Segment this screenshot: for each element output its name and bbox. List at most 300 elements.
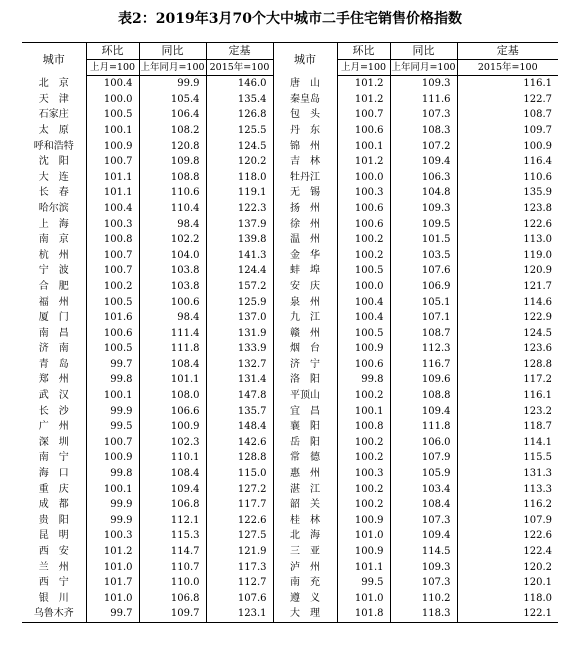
city-name: 扬 州 [273, 201, 337, 217]
price-index-table [22, 42, 558, 623]
fixed-base-value: 124.4 [206, 263, 273, 279]
mom-value: 99.9 [86, 404, 139, 420]
fixed-base-value: 146.0 [206, 76, 273, 92]
table-row [22, 170, 558, 186]
mom-value: 101.2 [337, 154, 390, 170]
table-row [22, 248, 558, 264]
mom-value: 100.2 [337, 450, 390, 466]
city-name: 武 汉 [38, 390, 69, 402]
mom-value: 100.2 [337, 248, 390, 264]
city-name: 银 川 [38, 592, 69, 604]
yoy-value: 108.2 [139, 123, 206, 139]
fixed-base-value: 125.5 [206, 123, 273, 139]
fixed-base-header: 定基 [206, 43, 273, 60]
table-row [22, 107, 558, 123]
city-name: 常 德 [273, 450, 337, 466]
fixed-base-value: 120.1 [457, 575, 558, 591]
yoy-value: 109.4 [390, 528, 457, 544]
fixed-base-value: 107.6 [206, 591, 273, 607]
mom-value: 99.7 [86, 357, 139, 373]
yoy-value: 106.3 [390, 170, 457, 186]
city-name: 无 锡 [273, 185, 337, 201]
mom-base-label: 上月=100 [86, 59, 139, 76]
yoy-value: 106.8 [139, 497, 206, 513]
fixed-base-value: 127.5 [206, 528, 273, 544]
mom-value: 100.7 [86, 435, 139, 451]
mom-value: 99.8 [86, 372, 139, 388]
fixed-base-label: 2015年=100 [206, 59, 273, 76]
table-row [22, 372, 558, 388]
yoy-value: 110.7 [139, 560, 206, 576]
yoy-value: 107.3 [390, 575, 457, 591]
city-name: 桂 林 [273, 513, 337, 529]
fixed-base-value: 135.9 [457, 185, 558, 201]
city-name: 哈尔滨 [38, 202, 69, 214]
fixed-base-value: 157.2 [206, 279, 273, 295]
city-name: 洛 阳 [273, 372, 337, 388]
yoy-value: 109.4 [390, 154, 457, 170]
city-name: 岳 阳 [273, 435, 337, 451]
yoy-value: 103.8 [139, 279, 206, 295]
table-row [22, 76, 558, 92]
fixed-base-value: 124.5 [457, 326, 558, 342]
yoy-value: 100.6 [139, 295, 206, 311]
fixed-base-value: 128.8 [457, 357, 558, 373]
city-name: 昆 明 [38, 530, 69, 542]
city-name: 韶 关 [273, 497, 337, 513]
fixed-base-value: 114.6 [457, 295, 558, 311]
fixed-base-value: 125.9 [206, 295, 273, 311]
mom-header: 环比 [86, 43, 139, 60]
fixed-base-value: 110.6 [457, 170, 558, 186]
city-name: 徐 州 [273, 217, 337, 233]
fixed-base-value: 113.0 [457, 232, 558, 248]
yoy-value: 101.5 [390, 232, 457, 248]
city-name: 广 州 [38, 421, 69, 433]
table-row [22, 404, 558, 420]
table-row [22, 497, 558, 513]
yoy-value: 110.0 [139, 575, 206, 591]
fixed-base-value: 122.4 [457, 544, 558, 560]
city-name: 温 州 [273, 232, 337, 248]
yoy-value: 108.0 [139, 388, 206, 404]
city-name: 北 海 [273, 528, 337, 544]
yoy-value: 114.5 [390, 544, 457, 560]
fixed-base-value: 120.9 [457, 263, 558, 279]
yoy-base-label: 上年同月=100 [139, 59, 206, 76]
fixed-base-value: 118.0 [457, 591, 558, 607]
city-name: 长 沙 [38, 405, 69, 417]
yoy-value: 118.3 [390, 606, 457, 622]
mom-value: 101.7 [86, 575, 139, 591]
yoy-value: 103.4 [390, 482, 457, 498]
fixed-base-value: 131.9 [206, 326, 273, 342]
yoy-value: 109.4 [139, 482, 206, 498]
yoy-value: 108.4 [139, 466, 206, 482]
mom-value: 100.5 [86, 107, 139, 123]
yoy-value: 109.8 [139, 154, 206, 170]
table-row [22, 591, 558, 607]
yoy-value: 107.6 [390, 263, 457, 279]
yoy-value: 105.4 [139, 92, 206, 108]
city-name: 青 岛 [38, 358, 69, 370]
city-name: 丹 东 [273, 123, 337, 139]
city-name: 南 宁 [38, 452, 69, 464]
fixed-base-value: 118.0 [206, 170, 273, 186]
fixed-base-value: 122.9 [457, 310, 558, 326]
mom-value: 100.6 [86, 326, 139, 342]
yoy-value: 109.3 [390, 201, 457, 217]
yoy-base-label: 上年同月=100 [390, 59, 457, 76]
mom-value: 100.4 [86, 76, 139, 92]
city-name: 赣 州 [273, 326, 337, 342]
mom-value: 100.6 [337, 357, 390, 373]
yoy-value: 108.3 [390, 123, 457, 139]
mom-value: 100.4 [86, 201, 139, 217]
city-name: 牡丹江 [273, 170, 337, 186]
city-name: 杭 州 [38, 249, 69, 261]
city-name: 长 春 [38, 187, 69, 199]
yoy-header: 同比 [139, 43, 206, 60]
city-name: 郑 州 [38, 374, 69, 386]
city-name: 海 口 [38, 468, 69, 480]
mom-value: 100.5 [86, 341, 139, 357]
fixed-base-value: 135.4 [206, 92, 273, 108]
city-name: 湛 江 [273, 482, 337, 498]
fixed-base-value: 119.1 [206, 185, 273, 201]
mom-value: 99.9 [86, 497, 139, 513]
fixed-base-value: 148.4 [206, 419, 273, 435]
fixed-base-value: 137.0 [206, 310, 273, 326]
city-name: 泸 州 [273, 560, 337, 576]
yoy-value: 107.1 [390, 310, 457, 326]
fixed-base-value: 120.2 [206, 154, 273, 170]
fixed-base-value: 123.2 [457, 404, 558, 420]
table-row [22, 466, 558, 482]
city-name: 蚌 埠 [273, 263, 337, 279]
yoy-value: 100.9 [139, 419, 206, 435]
fixed-base-value: 122.6 [457, 217, 558, 233]
table-row [22, 123, 558, 139]
mom-value: 101.0 [86, 560, 139, 576]
table-row [22, 326, 558, 342]
fixed-base-value: 123.8 [457, 201, 558, 217]
mom-value: 100.1 [86, 482, 139, 498]
yoy-value: 109.6 [390, 372, 457, 388]
fixed-base-value: 142.6 [206, 435, 273, 451]
fixed-base-value: 107.9 [457, 513, 558, 529]
yoy-value: 111.8 [390, 419, 457, 435]
city-name: 济 南 [38, 343, 69, 355]
mom-value: 100.9 [337, 513, 390, 529]
city-name: 厦 门 [38, 312, 69, 324]
city-name: 宁 波 [38, 265, 69, 277]
fixed-base-value: 113.3 [457, 482, 558, 498]
mom-value: 101.1 [86, 170, 139, 186]
fixed-base-value: 115.5 [457, 450, 558, 466]
mom-value: 100.4 [337, 310, 390, 326]
mom-value: 100.1 [337, 139, 390, 155]
yoy-header: 同比 [390, 43, 457, 60]
yoy-value: 120.8 [139, 139, 206, 155]
yoy-value: 107.3 [390, 513, 457, 529]
table-row [22, 185, 558, 201]
city-name: 西 安 [38, 546, 69, 557]
table-row [22, 217, 558, 233]
city-name: 南 昌 [38, 327, 69, 339]
table-row [22, 92, 558, 108]
city-name: 宜 昌 [273, 404, 337, 420]
city-name: 合 肥 [38, 280, 69, 292]
yoy-value: 108.4 [390, 497, 457, 513]
city-name: 吉 林 [273, 154, 337, 170]
fixed-base-value: 122.3 [206, 201, 273, 217]
fixed-base-value: 128.8 [206, 450, 273, 466]
fixed-base-value: 116.2 [457, 497, 558, 513]
yoy-value: 109.3 [390, 76, 457, 92]
city-name: 太 原 [38, 124, 69, 136]
table-row [22, 544, 558, 560]
yoy-value: 107.2 [390, 139, 457, 155]
city-name: 襄 阳 [273, 419, 337, 435]
fixed-base-value: 117.2 [457, 372, 558, 388]
yoy-value: 112.1 [139, 513, 206, 529]
fixed-base-value: 127.2 [206, 482, 273, 498]
mom-value: 100.2 [337, 497, 390, 513]
fixed-base-value: 121.7 [457, 279, 558, 295]
mom-value: 101.8 [337, 606, 390, 622]
city-name: 兰 州 [38, 561, 69, 573]
table-row [22, 357, 558, 373]
mom-value: 100.9 [337, 341, 390, 357]
mom-value: 101.6 [86, 310, 139, 326]
table-row [22, 201, 558, 217]
mom-value: 101.0 [86, 591, 139, 607]
mom-value: 101.2 [337, 76, 390, 92]
fixed-base-value: 123.6 [457, 341, 558, 357]
table-row [22, 232, 558, 248]
mom-value: 100.3 [86, 217, 139, 233]
city-name: 成 都 [38, 499, 69, 511]
mom-value: 100.5 [337, 326, 390, 342]
fixed-base-value: 114.1 [457, 435, 558, 451]
city-name: 上 海 [38, 218, 69, 230]
table-body [22, 76, 558, 623]
yoy-value: 109.7 [139, 606, 206, 622]
fixed-base-value: 124.5 [206, 139, 273, 155]
fixed-base-value: 139.8 [206, 232, 273, 248]
mom-value: 100.4 [337, 295, 390, 311]
table-row [22, 606, 558, 622]
yoy-value: 102.2 [139, 232, 206, 248]
yoy-value: 115.3 [139, 528, 206, 544]
city-name: 深 圳 [38, 436, 69, 448]
fixed-base-value: 137.9 [206, 217, 273, 233]
mom-value: 100.6 [337, 123, 390, 139]
fixed-base-value: 112.7 [206, 575, 273, 591]
yoy-value: 101.1 [139, 372, 206, 388]
mom-value: 100.5 [86, 295, 139, 311]
city-name: 贵 阳 [38, 514, 69, 526]
mom-value: 101.0 [337, 528, 390, 544]
yoy-value: 109.5 [390, 217, 457, 233]
yoy-value: 109.4 [390, 404, 457, 420]
fixed-base-value: 131.4 [206, 372, 273, 388]
yoy-value: 116.7 [390, 357, 457, 373]
mom-value: 100.7 [86, 154, 139, 170]
table-row [22, 560, 558, 576]
table-row [22, 139, 558, 155]
table-row [22, 435, 558, 451]
mom-value: 101.1 [337, 560, 390, 576]
fixed-base-value: 118.7 [457, 419, 558, 435]
table-row [22, 575, 558, 591]
table-row [22, 419, 558, 435]
city-name: 唐 山 [273, 76, 337, 92]
table-row [22, 450, 558, 466]
city-name: 九 江 [273, 310, 337, 326]
fixed-base-value: 122.6 [457, 528, 558, 544]
yoy-value: 108.7 [390, 326, 457, 342]
city-name: 安 庆 [273, 279, 337, 295]
city-name: 重 庆 [38, 483, 69, 495]
fixed-base-value: 116.1 [457, 388, 558, 404]
mom-value: 100.2 [86, 279, 139, 295]
city-name: 沈 阳 [38, 156, 69, 168]
mom-value: 100.7 [337, 107, 390, 123]
fixed-base-value: 116.1 [457, 76, 558, 92]
fixed-base-value: 108.7 [457, 107, 558, 123]
yoy-value: 108.8 [139, 170, 206, 186]
yoy-value: 103.8 [139, 263, 206, 279]
mom-value: 100.7 [86, 248, 139, 264]
city-header: 城市 [273, 43, 337, 76]
mom-value: 99.5 [337, 575, 390, 591]
fixed-base-value: 132.7 [206, 357, 273, 373]
city-name: 烟 台 [273, 341, 337, 357]
city-header: 城市 [22, 43, 86, 76]
mom-value: 100.2 [337, 388, 390, 404]
yoy-value: 114.7 [139, 544, 206, 560]
city-name: 福 州 [38, 296, 69, 308]
yoy-value: 111.6 [390, 92, 457, 108]
yoy-value: 111.4 [139, 326, 206, 342]
mom-value: 100.9 [86, 450, 139, 466]
table-row [22, 295, 558, 311]
table-row [22, 528, 558, 544]
yoy-value: 106.9 [390, 279, 457, 295]
city-name: 秦皇岛 [273, 92, 337, 108]
yoy-value: 112.3 [390, 341, 457, 357]
fixed-base-value: 131.3 [457, 466, 558, 482]
yoy-value: 110.1 [139, 450, 206, 466]
mom-value: 99.8 [86, 466, 139, 482]
mom-header: 环比 [337, 43, 390, 60]
city-name: 南 充 [273, 575, 337, 591]
yoy-value: 104.0 [139, 248, 206, 264]
mom-value: 99.5 [86, 419, 139, 435]
fixed-base-value: 121.9 [206, 544, 273, 560]
yoy-value: 110.6 [139, 185, 206, 201]
yoy-value: 99.9 [139, 76, 206, 92]
fixed-base-value: 116.4 [457, 154, 558, 170]
fixed-base-value: 126.8 [206, 107, 273, 123]
mom-value: 100.3 [337, 466, 390, 482]
fixed-base-value: 119.0 [457, 248, 558, 264]
yoy-value: 107.3 [390, 107, 457, 123]
yoy-value: 110.2 [390, 591, 457, 607]
yoy-value: 108.4 [139, 357, 206, 373]
table-row [22, 279, 558, 295]
city-name: 西 宁 [38, 577, 69, 589]
table-row [22, 341, 558, 357]
city-name: 金 华 [273, 248, 337, 264]
city-name: 三 亚 [273, 544, 337, 560]
yoy-value: 98.4 [139, 217, 206, 233]
table-row [22, 513, 558, 529]
mom-value: 100.8 [86, 232, 139, 248]
city-name: 呼和浩特 [33, 140, 74, 152]
mom-value: 99.7 [86, 606, 139, 622]
table-row [22, 154, 558, 170]
fixed-base-header: 定基 [457, 43, 558, 60]
mom-value: 100.0 [86, 92, 139, 108]
fixed-base-value: 109.7 [457, 123, 558, 139]
yoy-value: 109.3 [390, 560, 457, 576]
fixed-base-value: 115.0 [206, 466, 273, 482]
city-name: 大 理 [273, 606, 337, 622]
mom-value: 100.9 [86, 139, 139, 155]
city-name: 石家庄 [38, 109, 69, 121]
fixed-base-value: 122.7 [457, 92, 558, 108]
mom-value: 100.0 [337, 170, 390, 186]
mom-value: 101.2 [86, 544, 139, 560]
city-name: 大 连 [38, 171, 69, 183]
mom-base-label: 上月=100 [337, 59, 390, 76]
mom-value: 100.7 [86, 263, 139, 279]
city-name: 平顶山 [273, 388, 337, 404]
table-row [22, 263, 558, 279]
city-name: 惠 州 [273, 466, 337, 482]
fixed-base-value: 123.1 [206, 606, 273, 622]
yoy-value: 105.9 [390, 466, 457, 482]
city-name: 乌鲁木齐 [22, 606, 86, 622]
fixed-base-value: 147.8 [206, 388, 273, 404]
city-name: 遵 义 [273, 591, 337, 607]
mom-value: 100.3 [86, 528, 139, 544]
mom-value: 99.9 [86, 513, 139, 529]
city-name: 济 宁 [273, 357, 337, 373]
mom-value: 100.2 [337, 482, 390, 498]
city-name: 北 京 [38, 77, 69, 89]
city-name: 天 津 [38, 93, 69, 105]
mom-value: 101.2 [337, 92, 390, 108]
mom-value: 100.2 [337, 232, 390, 248]
mom-value: 100.8 [337, 419, 390, 435]
mom-value: 100.2 [337, 435, 390, 451]
fixed-base-label: 2015年=100 [457, 59, 558, 76]
yoy-value: 107.9 [390, 450, 457, 466]
fixed-base-value: 117.7 [206, 497, 273, 513]
mom-value: 100.9 [337, 544, 390, 560]
fixed-base-value: 100.9 [457, 139, 558, 155]
mom-value: 101.0 [337, 591, 390, 607]
fixed-base-value: 122.1 [457, 606, 558, 622]
mom-value: 101.1 [86, 185, 139, 201]
mom-value: 100.6 [337, 201, 390, 217]
fixed-base-value: 122.6 [206, 513, 273, 529]
yoy-value: 106.4 [139, 107, 206, 123]
